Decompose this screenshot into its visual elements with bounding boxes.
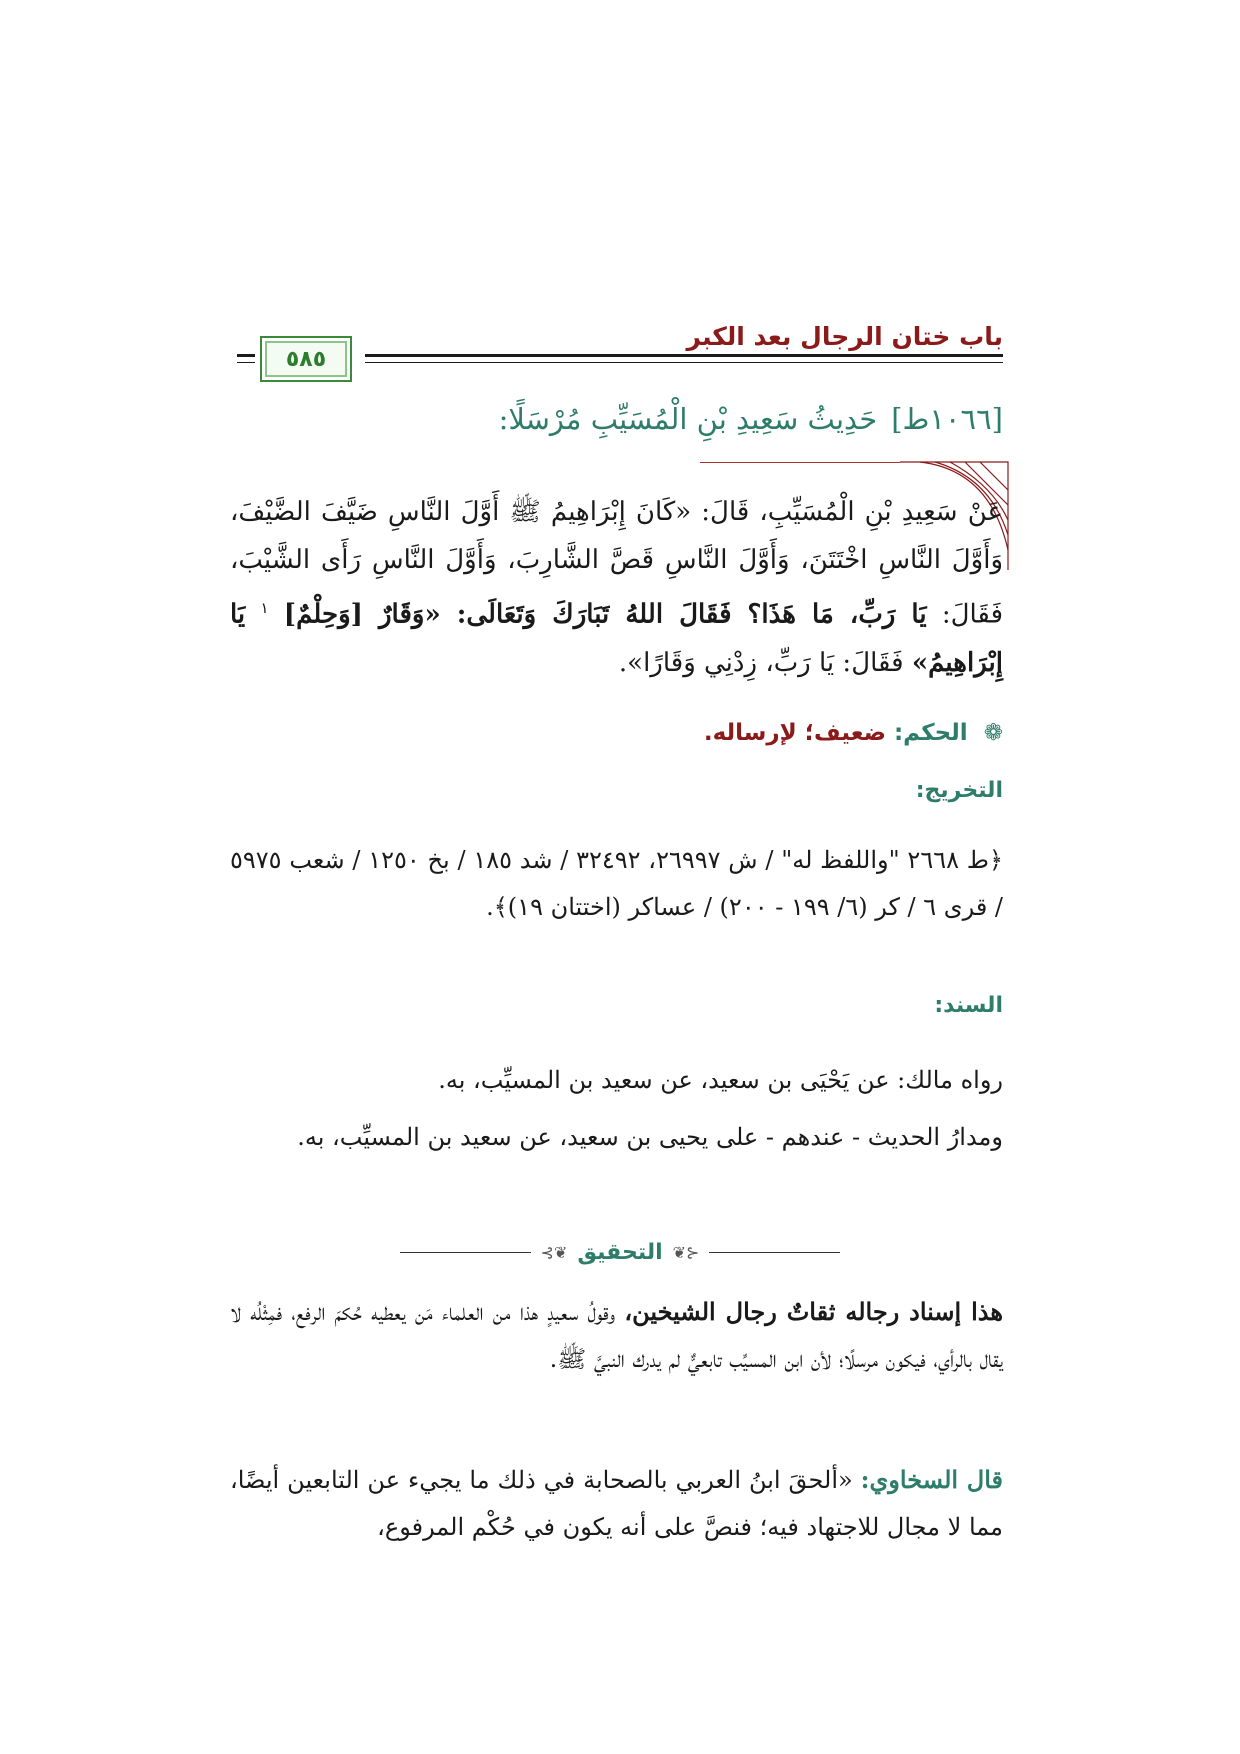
- hadith-matn: [230, 488, 1003, 687]
- footnote-marker: ١: [260, 599, 269, 617]
- hukm-label: الحكم:: [893, 720, 968, 746]
- divider-ornament-icon: ⊰❦: [672, 1242, 700, 1262]
- tahqiq-divider: [400, 1237, 840, 1267]
- tahqiq-bold-lead: هذا إسناد رجاله ثقاتٌ رجال الشيخين،: [624, 1297, 1003, 1326]
- hadith-title: حَدِيثُ سَعِيدِ بْنِ الْمُسَيِّبِ مُرْسَلًا:: [498, 402, 878, 436]
- hadith-number: [١٠٦٦ط]: [891, 402, 1003, 436]
- sanad-paragraph-1: رواه مالك: عن يَحْيَى بن سعيد، عن سعيد بن المسيِّب، به.: [438, 1066, 1003, 1094]
- matn-part1: عَنْ سَعِيدِ بْنِ الْمُسَيِّبِ، قَالَ: «كَانَ إِبْرَاهِيمُ ﷺ أَوَّلَ النَّاسِ ضَيَّفَ الضَّيْفَ، وَأَوَّلَ النَّاسِ اخْتَتَنَ، وَأَوَّلَ النَّاسِ قَصَّ الشَّارِبَ، وَأَوَّلَ النَّاسِ رَأَى الشَّيْبَ، فَقَالَ:: [230, 497, 1004, 630]
- decorative-line: [700, 462, 900, 463]
- page-number-badge: [260, 336, 352, 382]
- matn-bold2: يَا إِبْرَاهِيمُ»: [230, 599, 1003, 678]
- sanad-paragraph-2: ومدارُ الحديث - عندهم - على يحيى بن سعيد، عن سعيد بن المسيِّب، به.: [297, 1123, 1003, 1151]
- tahqiq-label: التحقيق: [577, 1239, 663, 1265]
- header-rule-left: [237, 354, 255, 357]
- divider-ornament-icon: ❦⊱: [540, 1242, 568, 1262]
- page-number: ٥٨٥: [285, 346, 327, 372]
- matn-part2: فَقَالَ: يَا رَبِّ، زِدْنِي وَقَارًا».: [618, 647, 904, 678]
- matn-bold1: يَا رَبِّ، مَا هَذَا؟ فَقَالَ اللهُ تَبَارَكَ وَتَعَالَى: «وَقَارٌ [وَحِلْمٌ]: [283, 599, 927, 630]
- header-rule-right-thin: [365, 362, 1003, 363]
- sanad-label: السند:: [934, 993, 1003, 1018]
- tahqiq-paragraph-1: [230, 1288, 1003, 1383]
- hukm-line: [704, 720, 1003, 746]
- divider-line-left: [709, 1252, 840, 1253]
- tahqiq-p1-text: وقولُ سعيدٍ هذا من العلماء مَن يعطيه حُكمَ الرفع، فمِثْلُه لا يقال بالرأي، فيكون مرسلًا؛ لأن ابن المسيِّب تابعيٌّ لم يدرك النبيَّ ﷺ.: [230, 1298, 1003, 1373]
- tahqiq-p2-text: «ألحقَ ابنُ العربي بالصحابة في ذلك ما يجيء عن التابعين أيضًا، مما لا مجال للاجتهاد فيه؛ فنصَّ على أنه يكون في حُكْم المرفوع،: [230, 1466, 1003, 1541]
- flower-bullet-icon: ❁: [983, 720, 1003, 746]
- tahqiq-paragraph-2: [230, 1456, 1003, 1551]
- hukm-value: ضعيف؛ لإرساله.: [703, 720, 886, 746]
- header-rule-right: [365, 354, 1003, 357]
- chapter-title: باب ختان الرجال بعد الكبر: [686, 322, 1003, 351]
- divider-line-right: [400, 1252, 531, 1253]
- sakhawi-label: قال السخاوي:: [860, 1465, 1003, 1494]
- header-rule-left-thin: [237, 362, 255, 363]
- hadith-heading: [223, 402, 1003, 436]
- takhrij-text: ﴿ط ٢٦٦٨ "واللفظ له" / ش ٢٦٩٩٧، ٣٢٤٩٢ / شد ١٨٥ / بخ ١٢٥٠ / شعب ٥٩٧٥ / قرى ٦ / كر (٦/ ١٩٩ - ٢٠٠) / عساكر (اختتان ١٩)﴾.: [230, 846, 1004, 921]
- takhrij-label: التخريج:: [915, 778, 1003, 803]
